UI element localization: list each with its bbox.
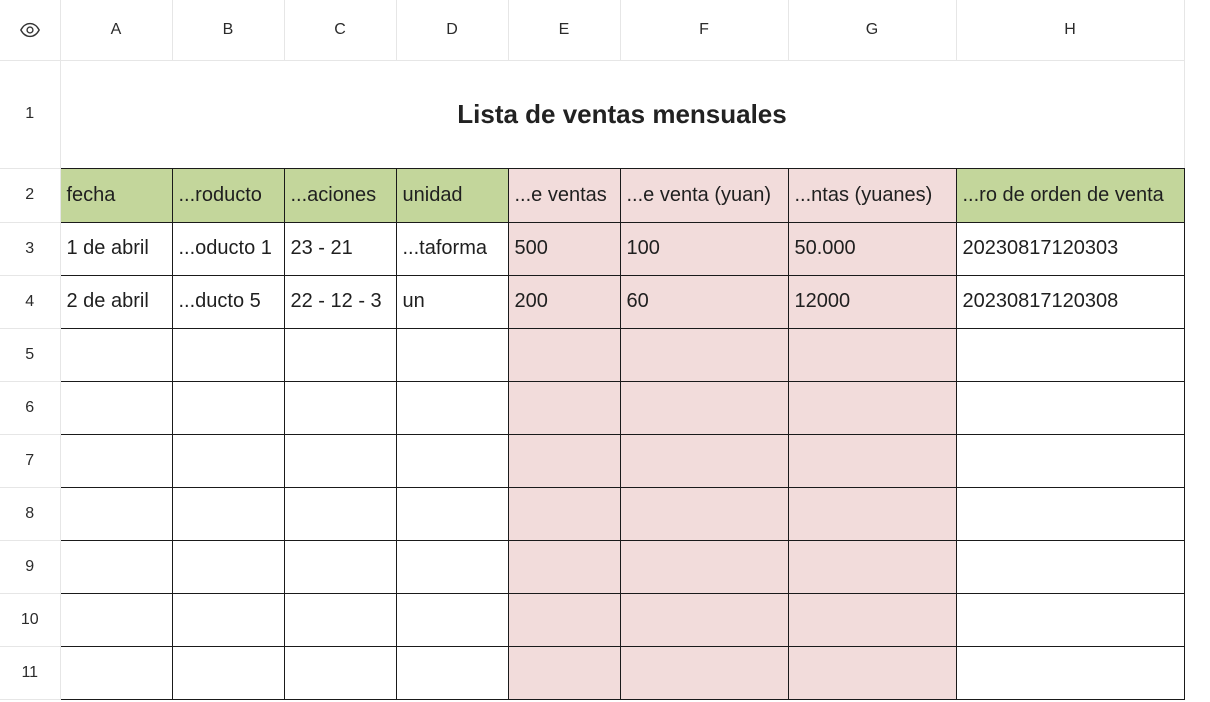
- table-cell[interactable]: [956, 381, 1184, 434]
- column-header-row: [0, 0, 1184, 60]
- table-cell[interactable]: 12000: [788, 275, 956, 328]
- row-header[interactable]: 4: [0, 275, 60, 328]
- table-cell[interactable]: ...oducto 1: [172, 222, 284, 275]
- table-cell[interactable]: [788, 646, 956, 699]
- table-cell[interactable]: [508, 434, 620, 487]
- header-cell[interactable]: ...roducto: [172, 168, 284, 222]
- header-cell[interactable]: ...ro de orden de venta: [956, 168, 1184, 222]
- column-header-c[interactable]: C: [284, 0, 396, 60]
- table-cell[interactable]: 200: [508, 275, 620, 328]
- table-cell[interactable]: [172, 593, 284, 646]
- table-row: [0, 222, 1184, 275]
- table-cell[interactable]: [508, 328, 620, 381]
- table-cell[interactable]: [620, 487, 788, 540]
- column-header-f[interactable]: F: [620, 0, 788, 60]
- header-cell[interactable]: unidad: [396, 168, 508, 222]
- table-header-row: [0, 168, 1184, 222]
- table-cell[interactable]: [620, 540, 788, 593]
- table-cell[interactable]: [956, 328, 1184, 381]
- table-cell[interactable]: [788, 540, 956, 593]
- table-cell[interactable]: [788, 434, 956, 487]
- table-cell[interactable]: [396, 487, 508, 540]
- visibility-toggle[interactable]: [0, 0, 60, 60]
- table-cell[interactable]: [508, 646, 620, 699]
- table-cell[interactable]: [396, 328, 508, 381]
- column-header-h[interactable]: H: [956, 0, 1184, 60]
- table-cell[interactable]: 23 - 21: [284, 222, 396, 275]
- table-cell[interactable]: [172, 381, 284, 434]
- table-row: [0, 646, 1184, 699]
- table-cell[interactable]: [956, 487, 1184, 540]
- table-cell[interactable]: [60, 487, 172, 540]
- table-cell[interactable]: [172, 487, 284, 540]
- table-cell[interactable]: ...taforma: [396, 222, 508, 275]
- table-cell[interactable]: 500: [508, 222, 620, 275]
- table-cell[interactable]: 2 de abril: [60, 275, 172, 328]
- table-cell[interactable]: [396, 434, 508, 487]
- table-cell[interactable]: [508, 593, 620, 646]
- table-cell[interactable]: ...ducto 5: [172, 275, 284, 328]
- sheet-title[interactable]: Lista de ventas mensuales: [60, 60, 1184, 168]
- column-header-d[interactable]: D: [396, 0, 508, 60]
- table-cell[interactable]: [172, 434, 284, 487]
- column-header-e[interactable]: E: [508, 0, 620, 60]
- table-cell[interactable]: [620, 434, 788, 487]
- table-cell[interactable]: [788, 593, 956, 646]
- table-row: [0, 487, 1184, 540]
- table-row: [0, 434, 1184, 487]
- row-header[interactable]: 8: [0, 487, 60, 540]
- column-header-b[interactable]: B: [172, 0, 284, 60]
- table-row: [0, 540, 1184, 593]
- table-row: [0, 381, 1184, 434]
- table-cell[interactable]: [284, 540, 396, 593]
- row-header[interactable]: 9: [0, 540, 60, 593]
- table-row: [0, 60, 1184, 168]
- table-cell[interactable]: 100: [620, 222, 788, 275]
- header-cell[interactable]: fecha: [60, 168, 172, 222]
- table-cell[interactable]: [60, 434, 172, 487]
- table-cell[interactable]: 50.000: [788, 222, 956, 275]
- table-cell[interactable]: [60, 540, 172, 593]
- table-cell[interactable]: 20230817120303: [956, 222, 1184, 275]
- table-cell[interactable]: un: [396, 275, 508, 328]
- table-cell[interactable]: [284, 593, 396, 646]
- row-header[interactable]: 11: [0, 646, 60, 699]
- table-cell[interactable]: [508, 487, 620, 540]
- header-cell[interactable]: ...e ventas: [508, 168, 620, 222]
- table-cell[interactable]: [284, 434, 396, 487]
- table-cell[interactable]: [172, 328, 284, 381]
- row-header[interactable]: 2: [0, 168, 60, 222]
- table-cell[interactable]: [508, 540, 620, 593]
- row-header[interactable]: 10: [0, 593, 60, 646]
- table-cell[interactable]: [956, 540, 1184, 593]
- table-cell[interactable]: 1 de abril: [60, 222, 172, 275]
- table-cell[interactable]: [620, 593, 788, 646]
- header-cell[interactable]: ...ntas (yuanes): [788, 168, 956, 222]
- table-cell[interactable]: [620, 646, 788, 699]
- column-header-a[interactable]: A: [60, 0, 172, 60]
- column-header-g[interactable]: G: [788, 0, 956, 60]
- table-cell[interactable]: 22 - 12 - 3: [284, 275, 396, 328]
- header-cell[interactable]: ...aciones: [284, 168, 396, 222]
- header-cell[interactable]: ...e venta (yuan): [620, 168, 788, 222]
- table-cell[interactable]: [956, 646, 1184, 699]
- table-cell[interactable]: [172, 646, 284, 699]
- table-cell[interactable]: [60, 328, 172, 381]
- table-cell[interactable]: [60, 646, 172, 699]
- table-cell[interactable]: [60, 381, 172, 434]
- table-cell[interactable]: [172, 540, 284, 593]
- row-header[interactable]: 5: [0, 328, 60, 381]
- table-cell[interactable]: [284, 487, 396, 540]
- table-cell[interactable]: 60: [620, 275, 788, 328]
- table-row: [0, 328, 1184, 381]
- table-cell[interactable]: [284, 646, 396, 699]
- table-row: [0, 593, 1184, 646]
- table-row: [0, 275, 1184, 328]
- table-cell[interactable]: [788, 328, 956, 381]
- table-cell[interactable]: [620, 381, 788, 434]
- row-header[interactable]: 1: [0, 60, 60, 168]
- table-cell[interactable]: [956, 434, 1184, 487]
- row-header[interactable]: 7: [0, 434, 60, 487]
- table-cell[interactable]: 20230817120308: [956, 275, 1184, 328]
- table-cell[interactable]: [396, 593, 508, 646]
- row-header[interactable]: 6: [0, 381, 60, 434]
- table-cell[interactable]: [508, 381, 620, 434]
- row-header[interactable]: 3: [0, 222, 60, 275]
- table-cell[interactable]: [284, 328, 396, 381]
- table-cell[interactable]: [396, 381, 508, 434]
- table-cell[interactable]: [956, 593, 1184, 646]
- table-cell[interactable]: [788, 487, 956, 540]
- table-cell[interactable]: [788, 381, 956, 434]
- table-cell[interactable]: [60, 593, 172, 646]
- table-cell[interactable]: [620, 328, 788, 381]
- table-cell[interactable]: [284, 381, 396, 434]
- table-cell[interactable]: [396, 646, 508, 699]
- table-cell[interactable]: [396, 540, 508, 593]
- eye-icon: [19, 19, 41, 41]
